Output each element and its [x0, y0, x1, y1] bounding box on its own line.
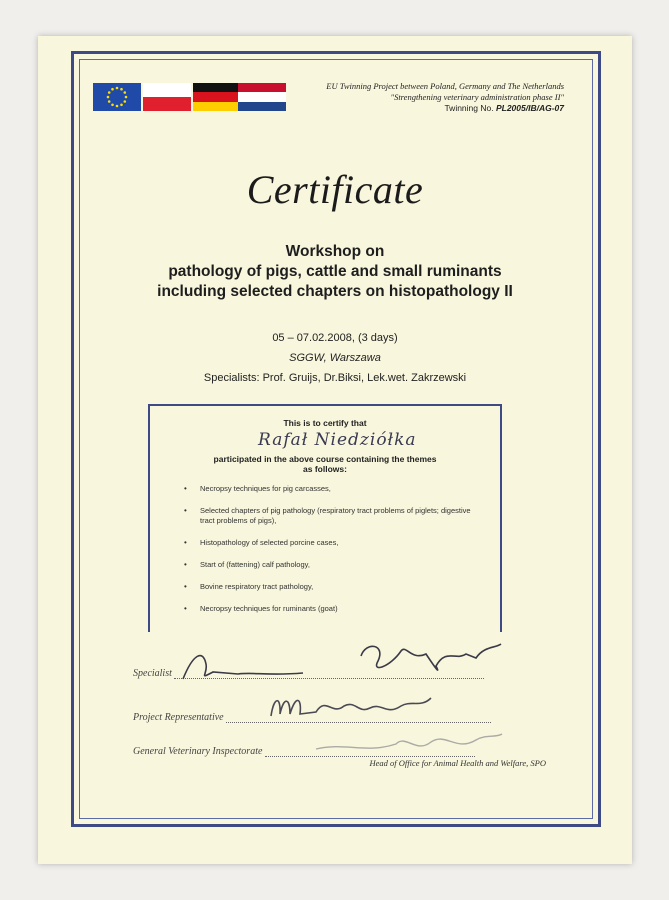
project-representative-signature-line: [133, 712, 491, 723]
poland-flag-icon: [143, 83, 191, 111]
workshop-location: SGGW, Warszawa: [289, 352, 381, 364]
certify-box: [148, 404, 502, 632]
workshop-line-3: including selected chapters on histopathology II: [157, 283, 513, 300]
specialist-label: Specialist: [133, 668, 172, 679]
workshop-specialists: Specialists: Prof. Gruijs, Dr.Biksi, Lek.wet. Zakrzewski: [203, 372, 467, 384]
project-representative-label: Project Representative: [133, 712, 224, 723]
germany-flag-icon: [193, 83, 241, 111]
certify-intro: This is to certify that: [283, 418, 367, 428]
theme-item: • Necropsy techniques for pig carcasses,: [180, 484, 480, 494]
twinning-number: [264, 103, 564, 114]
workshop-title: [38, 242, 632, 302]
theme-item: • Histopathology of selected porcine cases,: [180, 538, 480, 548]
twinning-label: Twinning No.: [444, 103, 494, 113]
workshop-dates: 05 – 07.02.2008, (3 days): [272, 332, 398, 344]
workshop-line-1: Workshop on: [285, 243, 385, 260]
participant-name: Rafał Niedziółka: [258, 430, 417, 450]
twinning-code: PL2005/IB/AG-07: [495, 103, 564, 113]
theme-item: • Bovine respiratory tract pathology,: [180, 582, 480, 592]
workshop-details: [38, 328, 632, 388]
inspectorate-label: General Veterinary Inspectorate: [133, 746, 263, 757]
certificate-title: Certificate: [246, 167, 424, 212]
theme-item: • Selected chapters of pig pathology (respiratory tract problems of piglets; digestive tract problems of pigs),: [180, 506, 480, 526]
project-info: [264, 81, 564, 114]
specialist-signature-line: [133, 668, 484, 679]
office-title: Head of Office for Animal Health and Welfare, SPO: [369, 758, 546, 768]
participation-line-1: participated in the above course containing the themes: [213, 454, 437, 464]
participation-text: [150, 454, 500, 474]
theme-item: • Start of (fattening) calf pathology,: [180, 560, 480, 570]
project-line-2: "Strengthening veterinary administration phase II": [390, 92, 564, 102]
certificate-paper: [38, 36, 632, 864]
project-line-1: EU Twinning Project between Poland, Germany and The Netherlands: [326, 81, 564, 91]
inspectorate-signature-line: [133, 746, 475, 757]
workshop-line-2: pathology of pigs, cattle and small ruminants: [168, 263, 502, 280]
themes-list: [180, 484, 480, 626]
participation-line-2: as follows:: [303, 464, 347, 474]
eu-flag-icon: [93, 83, 141, 111]
theme-item: • Necropsy techniques for ruminants (goat): [180, 604, 480, 614]
